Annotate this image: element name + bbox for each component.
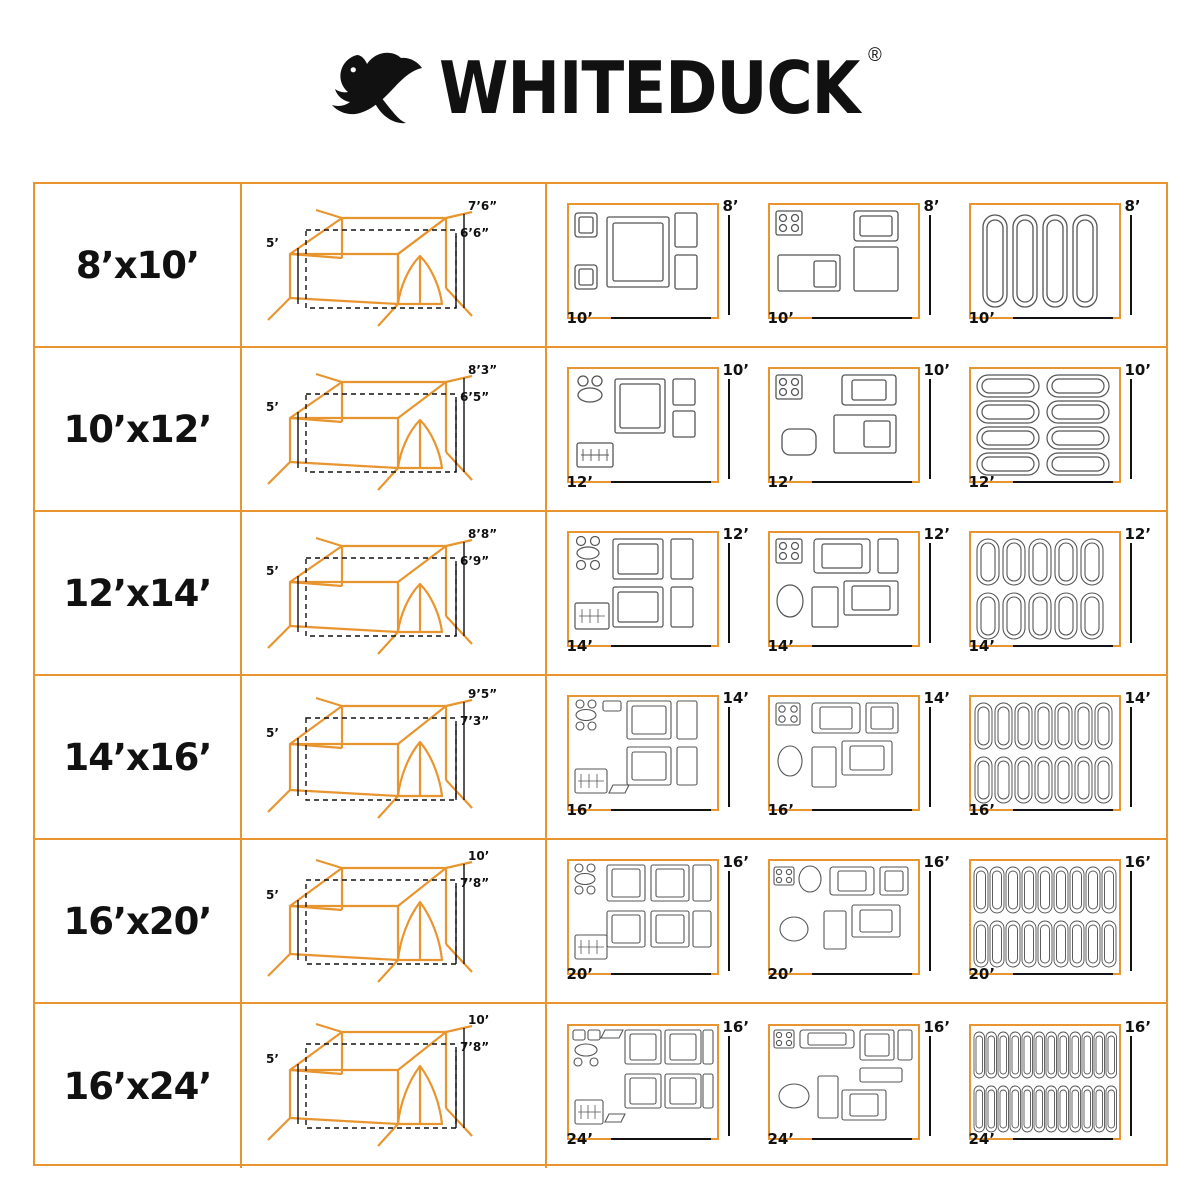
tent-side-height: 5’ [266,726,279,740]
plan-depth-label: 10’ [722,361,750,379]
size-label-cell [35,348,242,510]
dim-tick [812,645,912,647]
plan-depth-dim [719,689,750,811]
living-room-furniture [567,859,719,975]
plan-width-dim [567,307,719,329]
plan-depth-label: 10’ [1124,361,1152,379]
living-room-furniture [567,695,719,811]
plan-depth-dim [719,197,745,319]
plan-depth-label: 12’ [1124,525,1152,543]
plan-width-label: 20’ [968,965,996,983]
dim-tick [929,379,931,479]
plan-width-dim [969,307,1121,329]
plan-depth-dim [920,361,951,483]
sleeping-bags-furniture [969,695,1121,811]
table-row [35,348,1166,512]
dim-tick [611,317,711,319]
dim-tick [611,481,711,483]
dim-tick [812,973,912,975]
dim-tick [929,1036,931,1136]
dim-tick [728,215,730,315]
plan-depth-dim [920,689,951,811]
tent-elevation-drawing [250,848,540,996]
dim-tick [929,215,931,315]
plan-depth-dim [719,1018,750,1140]
kitchen-bedroom-furniture [768,1024,920,1140]
plan-depth-dim [1121,197,1147,319]
kitchen-bedroom-furniture [768,695,920,811]
dim-tick [812,809,912,811]
tent-peak-height: 9’5” [468,687,498,701]
dim-tick [728,379,730,479]
plan-depth-label: 16’ [1124,1018,1152,1036]
dim-tick [1130,707,1132,807]
floorplan-sleeping [968,1018,1152,1148]
plan-width-dim [768,635,920,657]
tent-elevation-drawing [250,520,540,668]
duck-logo-icon [327,49,423,127]
plan-width-dim [969,471,1121,493]
tent-elevation-cell [242,676,547,838]
tent-elevation-drawing [250,192,540,340]
floorplan-kitchen-bedroom [767,361,951,491]
table-row [35,840,1166,1004]
dim-tick [728,543,730,643]
dim-tick [1013,317,1113,319]
sleeping-bags-furniture [969,1024,1121,1140]
dim-tick [1013,1138,1113,1140]
living-room-furniture [567,1024,719,1140]
plan-depth-label: 12’ [923,525,951,543]
floorplan-living-room [566,1018,750,1148]
logo [327,45,882,130]
size-label-cell [35,676,242,838]
dim-tick [812,481,912,483]
floorplan-living-room [566,525,750,655]
plan-depth-label: 8’ [923,197,940,215]
dim-tick [929,543,931,643]
plan-depth-label: 14’ [722,689,750,707]
tent-peak-height: 7’6” [468,199,498,213]
kitchen-bedroom-furniture [768,203,920,319]
plan-width-dim [969,1128,1121,1150]
kitchen-bedroom-furniture [768,531,920,647]
sleeping-bags-furniture [969,531,1121,647]
tent-size: 10’x12’ [63,407,212,451]
floorplan-living-room [566,689,750,819]
plan-depth-dim [1121,525,1152,647]
plan-depth-label: 14’ [923,689,951,707]
plan-depth-dim [1121,853,1152,975]
floorplan-cell [547,512,1166,674]
living-room-furniture [567,531,719,647]
plan-width-label: 14’ [566,637,594,655]
tent-elevation-cell [242,184,547,346]
plan-width-label: 10’ [767,309,795,327]
tent-size: 12’x14’ [63,571,212,615]
dim-tick [728,871,730,971]
dim-tick [611,973,711,975]
tent-elevation-cell [242,840,547,1002]
floorplan-cell [547,348,1166,510]
tent-elevation-drawing [250,1012,540,1160]
tent-peak-height: 10’ [468,1013,490,1027]
floorplan-living-room [566,361,750,491]
tent-inner-height: 7’8” [460,876,490,890]
tent-elevation-cell [242,1004,547,1168]
plan-width-dim [567,799,719,821]
tent-side-height: 5’ [266,564,279,578]
plan-width-label: 12’ [566,473,594,491]
floorplan-living-room [566,197,745,327]
dim-tick [929,707,931,807]
size-label-cell [35,1004,242,1168]
plan-depth-dim [920,197,946,319]
plan-depth-dim [719,361,750,483]
tent-inner-height: 7’3” [460,714,490,728]
brand-header [0,38,1200,138]
plan-depth-label: 10’ [923,361,951,379]
plan-width-dim [567,471,719,493]
plan-width-label: 20’ [767,965,795,983]
plan-width-label: 24’ [968,1130,996,1148]
living-room-furniture [567,367,719,483]
sleeping-bags-furniture [969,859,1121,975]
plan-width-label: 16’ [968,801,996,819]
table-row [35,184,1166,348]
plan-width-label: 12’ [767,473,795,491]
plan-width-dim [969,963,1121,985]
tent-size: 16’x20’ [63,899,212,943]
tent-side-height: 5’ [266,1052,279,1066]
tent-peak-height: 10’ [468,849,490,863]
plan-width-label: 12’ [968,473,996,491]
tent-elevation-cell [242,512,547,674]
floorplan-kitchen-bedroom [767,689,951,819]
dim-tick [1013,809,1113,811]
plan-width-dim [567,1128,719,1150]
tent-peak-height: 8’3” [468,363,498,377]
dim-tick [728,707,730,807]
plan-width-label: 10’ [566,309,594,327]
dim-tick [1013,481,1113,483]
table-row [35,512,1166,676]
registered-mark: ® [868,45,882,66]
plan-depth-dim [1121,1018,1152,1140]
plan-depth-dim [920,525,951,647]
floorplan-sleeping [968,525,1152,655]
dim-tick [728,1036,730,1136]
plan-depth-label: 16’ [923,853,951,871]
plan-depth-label: 8’ [722,197,739,215]
tent-size: 14’x16’ [63,735,212,779]
dim-tick [1013,973,1113,975]
tent-size: 16’x24’ [63,1064,212,1108]
plan-width-dim [768,1128,920,1150]
dim-tick [812,1138,912,1140]
plan-width-dim [768,963,920,985]
plan-width-dim [567,635,719,657]
plan-depth-label: 16’ [722,853,750,871]
plan-depth-dim [1121,361,1152,483]
plan-depth-dim [1121,689,1152,811]
floorplan-cell [547,1004,1166,1168]
tent-elevation-cell [242,348,547,510]
table-row [35,1004,1166,1168]
tent-inner-height: 6’6” [460,226,490,240]
floorplan-sleeping [968,853,1152,983]
plan-depth-dim [920,1018,951,1140]
floorplan-sleeping [968,197,1147,327]
plan-width-label: 24’ [767,1130,795,1148]
plan-width-dim [969,635,1121,657]
plan-width-dim [567,963,719,985]
tent-peak-height: 8’8” [468,527,498,541]
plan-depth-label: 14’ [1124,689,1152,707]
tent-inner-height: 7’8” [460,1040,490,1054]
dim-tick [611,1138,711,1140]
floorplan-cell [547,840,1166,1002]
floorplan-kitchen-bedroom [767,1018,951,1148]
tent-inner-height: 6’5” [460,390,490,404]
plan-width-dim [768,471,920,493]
plan-depth-label: 16’ [923,1018,951,1036]
dim-tick [929,871,931,971]
plan-depth-label: 12’ [722,525,750,543]
brand-wordmark: WHITEDUCK [439,46,860,130]
tent-elevation-drawing [250,684,540,832]
brand-name [439,45,882,130]
tent-size: 8’x10’ [75,243,200,287]
size-label-cell [35,512,242,674]
plan-depth-dim [719,525,750,647]
plan-depth-dim [920,853,951,975]
plan-width-label: 16’ [767,801,795,819]
floorplan-cell [547,184,1166,346]
floorplan-kitchen-bedroom [767,525,951,655]
table-row [35,676,1166,840]
dim-tick [1130,1036,1132,1136]
plan-width-label: 10’ [968,309,996,327]
sleeping-bags-furniture [969,203,1121,319]
plan-width-label: 16’ [566,801,594,819]
plan-width-label: 24’ [566,1130,594,1148]
plan-width-dim [768,307,920,329]
size-label-cell [35,184,242,346]
plan-width-label: 14’ [968,637,996,655]
dim-tick [611,809,711,811]
size-table [33,182,1168,1166]
tent-side-height: 5’ [266,400,279,414]
floorplan-sleeping [968,361,1152,491]
dim-tick [1130,379,1132,479]
dim-tick [1013,645,1113,647]
dim-tick [1130,543,1132,643]
plan-depth-label: 16’ [722,1018,750,1036]
tent-side-height: 5’ [266,236,279,250]
living-room-furniture [567,203,719,319]
tent-side-height: 5’ [266,888,279,902]
plan-depth-label: 16’ [1124,853,1152,871]
tent-inner-height: 6’9” [460,554,490,568]
dim-tick [1130,871,1132,971]
plan-depth-dim [719,853,750,975]
dim-tick [611,645,711,647]
dim-tick [1130,215,1132,315]
floorplan-living-room [566,853,750,983]
sleeping-bags-furniture [969,367,1121,483]
kitchen-bedroom-furniture [768,367,920,483]
tent-elevation-drawing [250,356,540,504]
plan-depth-label: 8’ [1124,197,1141,215]
plan-width-dim [969,799,1121,821]
dim-tick [812,317,912,319]
plan-width-label: 14’ [767,637,795,655]
plan-width-dim [768,799,920,821]
plan-width-label: 20’ [566,965,594,983]
size-label-cell [35,840,242,1002]
kitchen-bedroom-furniture [768,859,920,975]
floorplan-cell [547,676,1166,838]
floorplan-sleeping [968,689,1152,819]
floorplan-kitchen-bedroom [767,853,951,983]
floorplan-kitchen-bedroom [767,197,946,327]
